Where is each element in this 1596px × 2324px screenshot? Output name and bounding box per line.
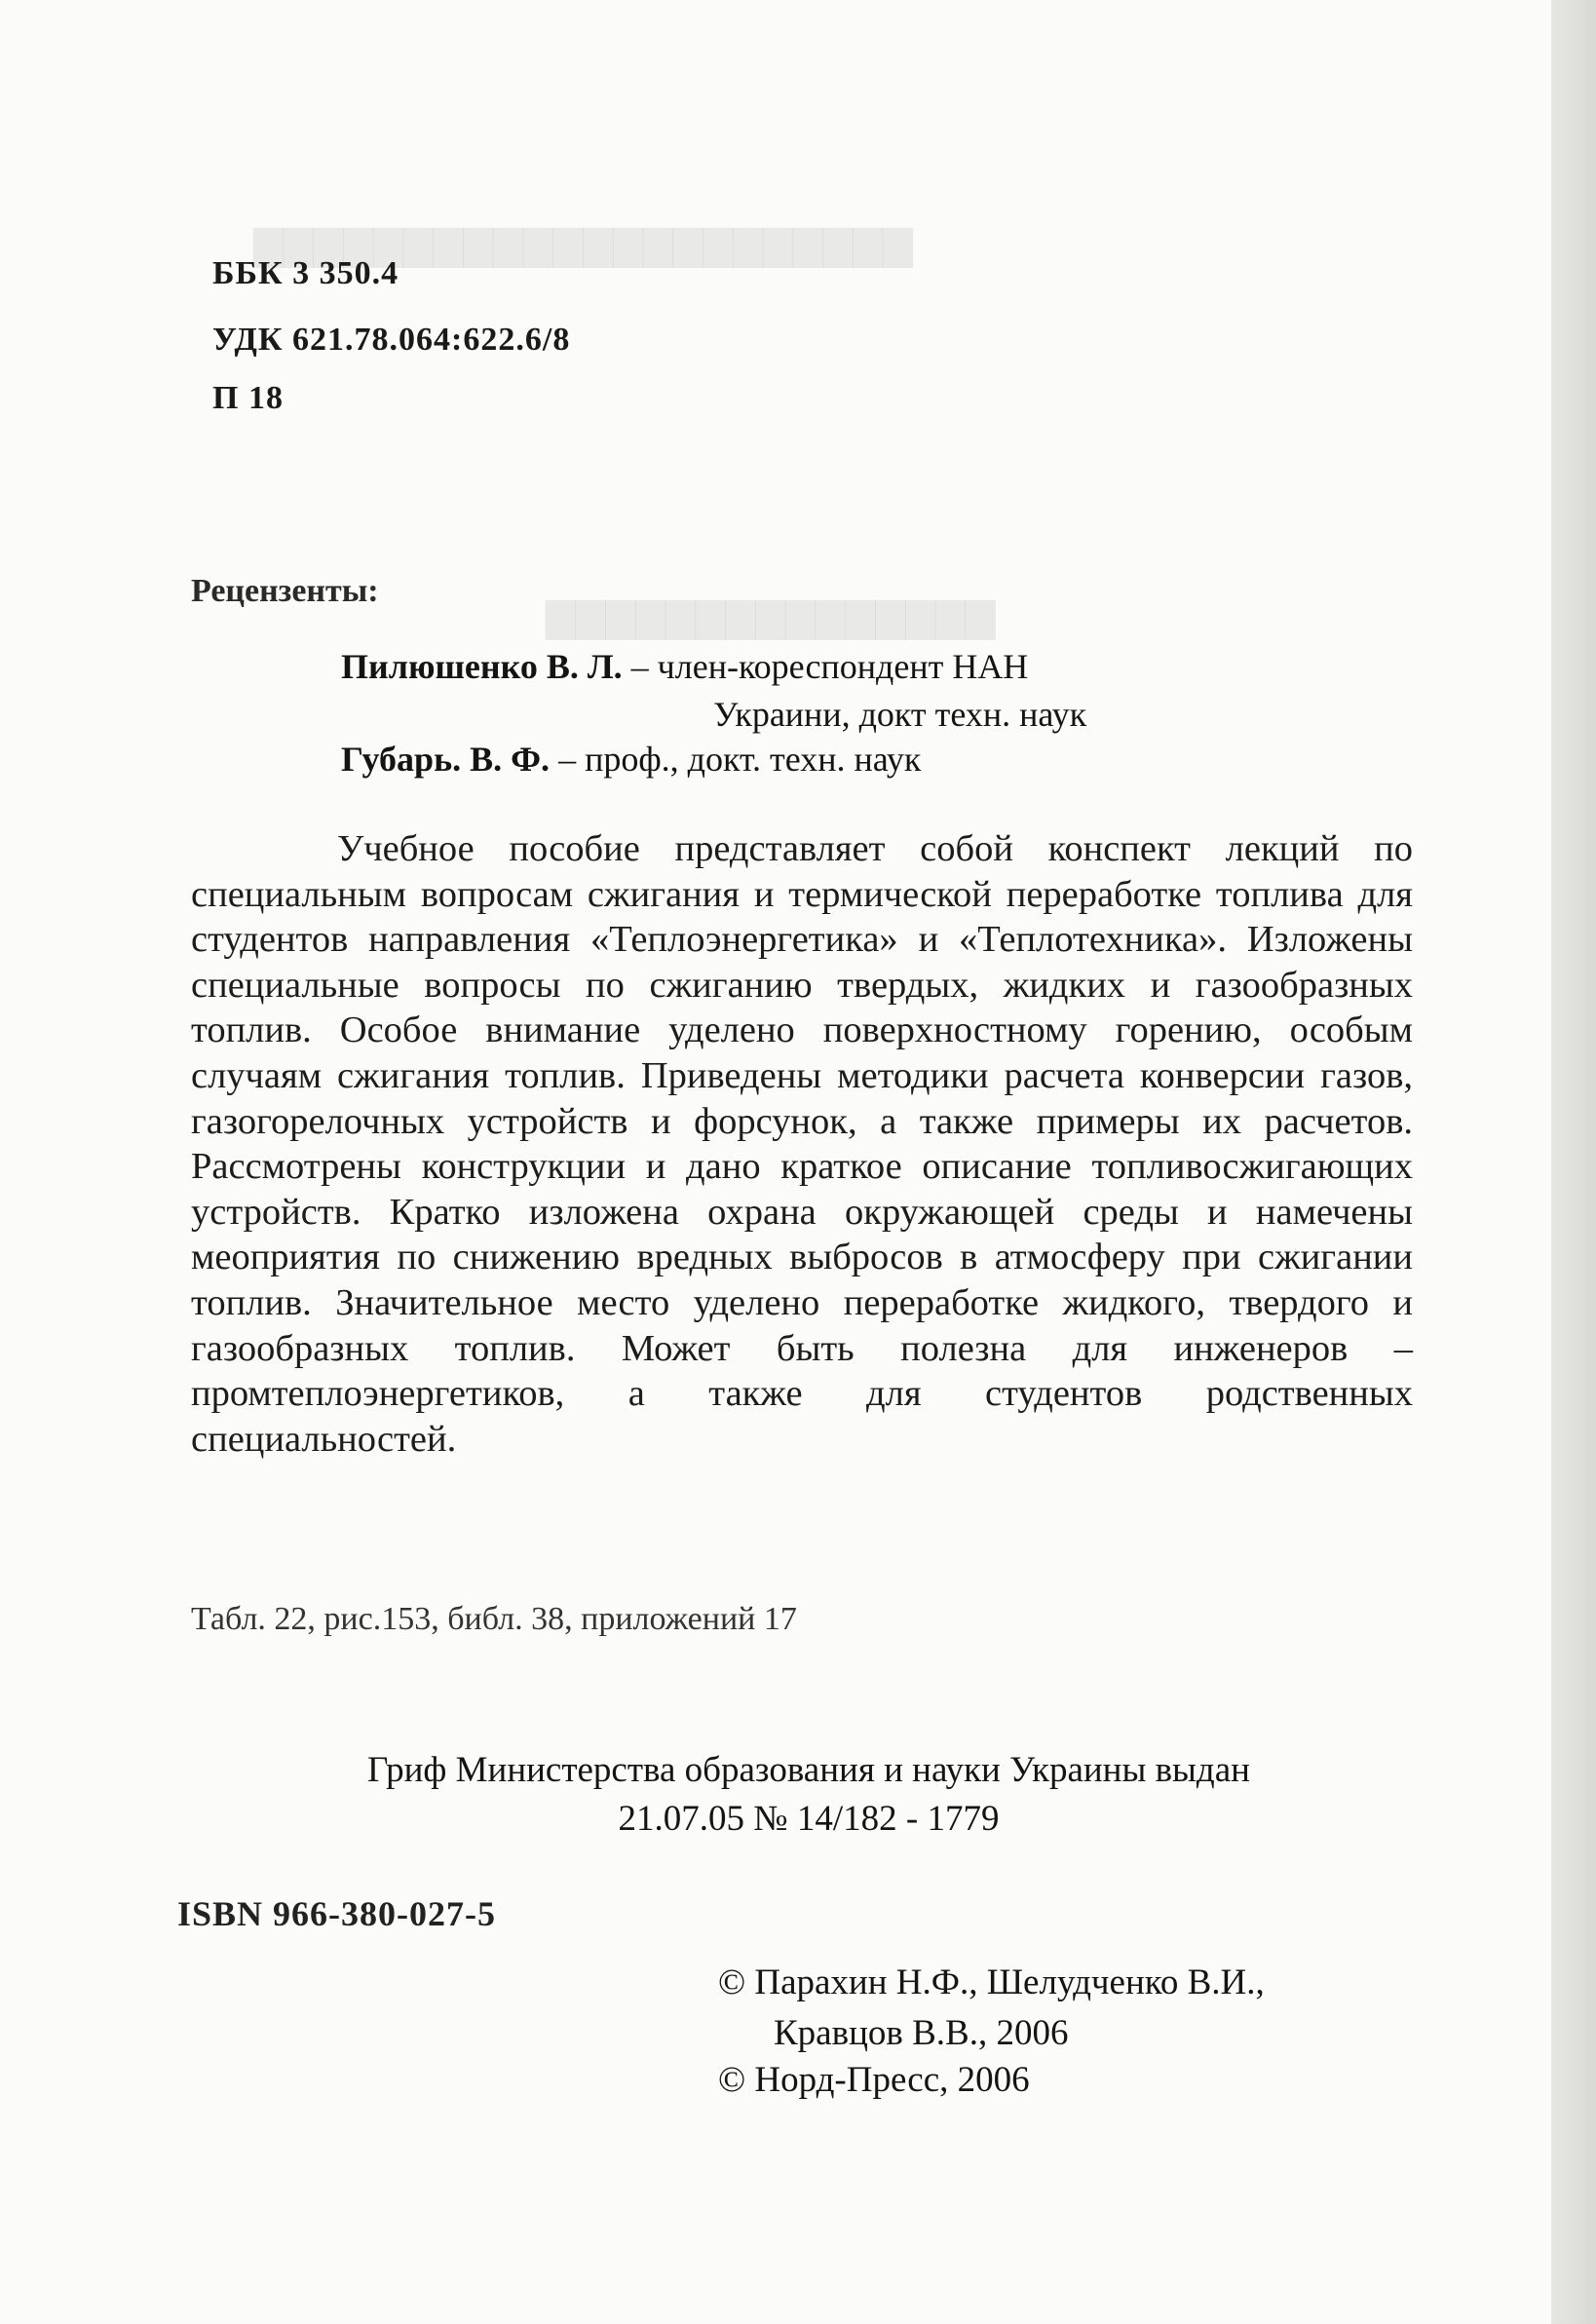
reviewer-1-name: Пилюшенко В. Л. <box>341 647 623 686</box>
ministry-approval-line2: 21.07.05 № 14/182 - 1779 <box>618 1799 1000 1839</box>
ministry-approval-line1: Гриф Министерства образования и науки Украины выдан <box>367 1750 1250 1790</box>
show-through-1: ▇▇▇▇▇▇▇▇▇▇▇▇▇▇▇▇▇▇▇▇▇▇ <box>253 223 913 267</box>
page-edge <box>1551 0 1596 2324</box>
copyright-authors-cont: Кравцов В.В., 2006 <box>774 2013 1069 2053</box>
bbk-code: ББК 3 350.4 <box>212 255 399 291</box>
isbn: ISBN 966-380-027-5 <box>177 1894 497 1933</box>
annotation-paragraph: Учебное пособие представляет собой конспект лекций по специальным вопросам сжигания и термической переработке топлива для студентов направления «Теплоэнергетика» и «Теплотехника». Изложены специальные вопросы по сжиганию твердых, жидких и газообразных топлив. Особое внимание уделено поверхностному горению, особым случаям сжигания топлив. Приведены методики расчета конверсии газов, газогорелочных устройств и форсунок, а также примеры их расчетов. Рассмотрены конструкции и дано краткое описание топливосжигающих устройств. Кратко изложена охрана окружающей среды и намечены меоприятия по снижению вредных выбросов в атмосферу при сжигании топлив. Значительное место уделено переработке жидкого, твердого и газообразных топлив. Может быть полезна для инженеров – промтеплоэнергетиков, а также для студентов родственных специальностей. <box>191 828 1413 1460</box>
reviewer-2-name: Губарь. В. Ф. <box>341 740 551 779</box>
udk-code: УДК 621.78.064:622.6/8 <box>212 322 571 358</box>
book-stats: Табл. 22, рис.153, библ. 38, приложений 17 <box>191 1601 797 1637</box>
copyright-authors: © Парахин Н.Ф., Шелудченко В.И., <box>718 1962 1265 2002</box>
reviewer-1 <box>341 646 1028 687</box>
reviewers-label: Рецензенты: <box>191 573 379 609</box>
author-code: П 18 <box>212 380 284 416</box>
show-through-2: ▇▇▇▇▇▇▇▇▇▇▇▇▇▇▇ <box>546 595 996 639</box>
reviewer-1-role: – член-кореспондент НАН <box>630 647 1029 686</box>
ministry-approval <box>195 1746 1423 1844</box>
reviewer-2-role: – проф., докт. техн. наук <box>558 740 922 779</box>
copyright-publisher: © Норд-Пресс, 2006 <box>718 2060 1030 2100</box>
reviewer-1-role-cont: Украини, докт техн. наук <box>713 695 1087 734</box>
reviewer-2 <box>341 739 921 780</box>
